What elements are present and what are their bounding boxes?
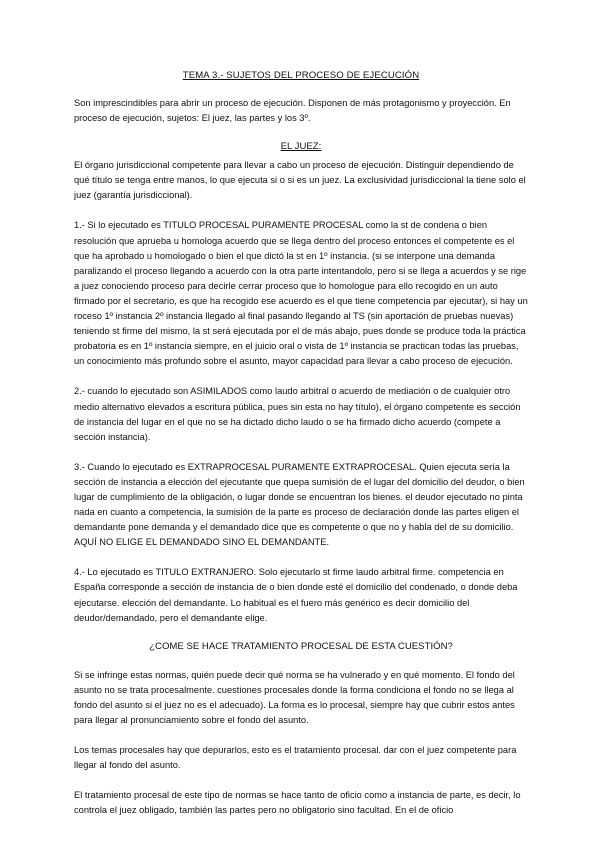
point-4-paragraph: 4.- Lo ejecutado es TITULO EXTRANJERO. Solo ejecutarlo st firme laudo arbitral firme. competencia en España corresponde a sección de instancia de o bien donde esté el domicilio del condenado, o donde deba ejecutarse. elección del demandante. Lo habitual es el fuero más genérico es decir domicilio del deudor/demandado, pero el demandante elige. <box>74 567 518 623</box>
juez-intro-paragraph: El órgano jurisdiccional competente para llevar a cabo un proceso de ejecución. Distinguir dependiendo de qué título se tenga entre manos, lo que ejecuta si o si es un juez. La exclusividad jurisdiccional la tiene solo el juez (garantía jurisdiccional). <box>74 160 526 201</box>
intro-paragraph: Son imprescindibles para abrir un proceso de ejecución. Disponen de más protagonismo y proyección. En proceso de ejecución, sujetos: El juez, las partes y los 3º. <box>74 98 511 124</box>
point-3-paragraph: 3.- Cuando lo ejecutado es EXTRAPROCESAL PURAMENTE EXTRAPROCESAL. Quien ejecuta sería la sección de instancia a elección del ejecutante que quepa sumisión de el lugar del domicilio del deudor, o bien lugar de cumplimiento de la obligación, o lugar donde se encuentran los bienes. el deudor ejecutado no pinta nada en cuanto a competencia, la sumisión de la parte es proceso de declaración donde las partes eligen el demandante pone demanda y el demandado dice que es competente o que no y habla del de su domicilio. AQUÍ NO ELIGE EL DEMANDADO SINO EL DEMANDANTE. <box>74 461 525 548</box>
temas-paragraph: Los temas procesales hay que depurarlos, esto es el tratamiento procesal. dar con el juez competente para llegar al fondo del asunto. <box>74 745 517 771</box>
infringe-paragraph: Si se infringe estas normas, quién puede decir qué norma se ha vulnerado y en qué momento. El fondo del asunto no se trata procesalmente. cuestiones procesales donde la forma condiciona el fondo no se llega al fondo del asunto si el juez no es el adecuado). La forma es lo procesal, siempre hay que cubrir estos antes para llegar al pronunciamiento sobre el fondo del asunto. <box>74 669 515 725</box>
tratamiento-paragraph: El tratamiento procesal de este tipo de normas se hace tanto de oficio como a instancia de parte, es decir, lo controla el juez obligado, también las partes pero no obligatorio sino facultad. En el de oficio <box>74 790 521 816</box>
point-2-paragraph: 2.- cuando lo ejecutado son ASIMILADOS como laudo arbitral o acuerdo de mediación o de cualquier otro medio alternativo elevados a escritura pública, pues sin esta no hay título), el órgano competente es sección de instancia del lugar en el que no se ha dictado dicho laudo o se ha firmado dicho acuerdo (compete a sección instancia). <box>74 386 521 442</box>
page-title: TEMA 3.- SUJETOS DEL PROCESO DE EJECUCIÓN <box>182 70 420 81</box>
section-heading-juez: EL JUEZ: <box>280 141 322 153</box>
point-1-paragraph: 1.- Si lo ejecutado es TITULO PROCESAL PURAMENTE PROCESAL como la st de condena o bien resolución que aprueba u homologa acuerdo que se llega dentro del proceso entonces el competente es el que ha aprobado u homologado o bien el que dictó la st en 1º instancia. (si se interpone una demanda paralizando el proceso llegando a acuerdo con la otra parte intentandolo, pero si se llega a acuerdos y se rige a juez conociendo proceso para decirle cerrar proceso que lo homologue para ello recogido en un auto firmado por el secretario, es que ha recogido ese acuerdo es el que tiene competencia par ejecutar), si hay un roceso 1º instancia 2º instancia llegado al final pasando llegando al TS (sin aportación de pruebas nuevas) teniendo st firme del mismo, la st será ejecutada por el de más abajo, pues donde se produce toda la práctica probatoria es en 1º instancia siempre, en el juicio oral o vista de 1º instancia se practican todas las pruebas, un conocimiento más profundo sobre el asunto, mayor capacidad para llevar a cabo proceso de ejecución. <box>74 220 528 367</box>
question-heading: ¿COME SE HACE TRATAMIENTO PROCESAL DE ESTA CUESTIÓN? <box>149 640 453 652</box>
